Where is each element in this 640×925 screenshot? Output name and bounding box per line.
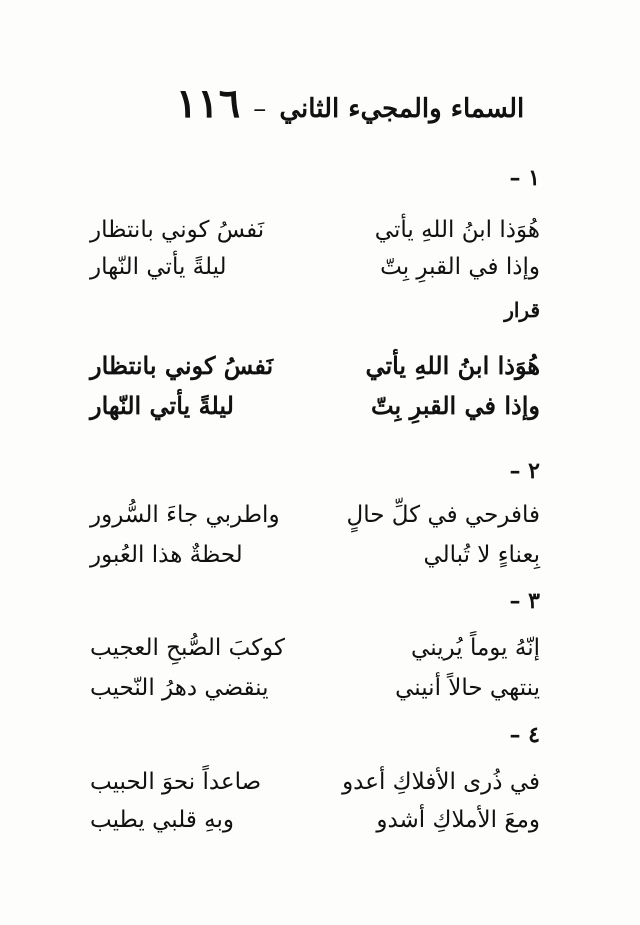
- stanza-1-marker: ١ –: [509, 165, 540, 191]
- page-header: [150, 80, 550, 127]
- stanza-4-marker: ٤ –: [509, 722, 540, 748]
- chapter-title: السماء والمجيء الثاني: [279, 94, 525, 124]
- hemistich-left: ليلةً يأتي النّهار: [90, 254, 227, 280]
- refrain-line-2: [90, 385, 540, 425]
- hemistich-right: في ذُرى الأفلاكِ أعدو: [342, 769, 540, 795]
- hemistich-left: كوكبَ الصُّبحِ العجيب: [90, 635, 285, 661]
- hemistich-right: ومعَ الأملاكِ أشدو: [376, 807, 540, 833]
- hemistich-left: واطربي جاءَ السُّرور: [90, 502, 280, 528]
- refrain-line-1: [90, 345, 540, 385]
- hemistich-left: وبهِ قلبي يطيب: [90, 807, 234, 833]
- stanza-3-line-2: [90, 668, 540, 708]
- hemistich-left: صاعداً نحوَ الحبيب: [90, 769, 262, 795]
- stanza-4-line-1: [90, 762, 540, 802]
- hemistich-left: نَفسُ كوني بانتظار: [90, 217, 265, 243]
- hemistich-right: بِعناءٍ لا تُبالي: [423, 542, 540, 568]
- hemistich-right: هُوَذا ابنُ اللهِ يأتي: [374, 217, 540, 243]
- stanza-1-line-1: [90, 210, 540, 250]
- hemistich-left: نَفسُ كوني بانتظار: [90, 350, 274, 380]
- hemistich-right: إنّهُ يوماً يُريني: [411, 635, 540, 661]
- refrain-label: قرار: [504, 298, 540, 322]
- hemistich-right: فافرحي في كلِّ حالٍ: [346, 502, 540, 528]
- hemistich-right: وإذا في القبرِ بِتّ: [370, 390, 540, 420]
- stanza-2-line-2: [90, 535, 540, 575]
- stanza-3-marker: ٣ –: [509, 588, 540, 614]
- hemistich-right: هُوَذا ابنُ اللهِ يأتي: [365, 350, 540, 380]
- hemistich-left: ينقضي دهرُ النّحيب: [90, 675, 269, 701]
- stanza-2-marker: ٢ –: [509, 458, 540, 484]
- stanza-3-line-1: [90, 628, 540, 668]
- header-separator: –: [253, 94, 267, 124]
- stanza-4-line-2: [90, 800, 540, 840]
- hemistich-right: وإذا في القبرِ بِتّ: [380, 254, 540, 280]
- stanza-2-line-1: [90, 495, 540, 535]
- hemistich-right: ينتهي حالاً أنيني: [395, 675, 540, 701]
- stanza-1-line-2: [90, 247, 540, 287]
- page-number: ١١٦: [175, 80, 241, 127]
- hemistich-left: ليلةً يأتي النّهار: [90, 390, 234, 420]
- hemistich-left: لحظةٌ هذا العُبور: [90, 542, 243, 568]
